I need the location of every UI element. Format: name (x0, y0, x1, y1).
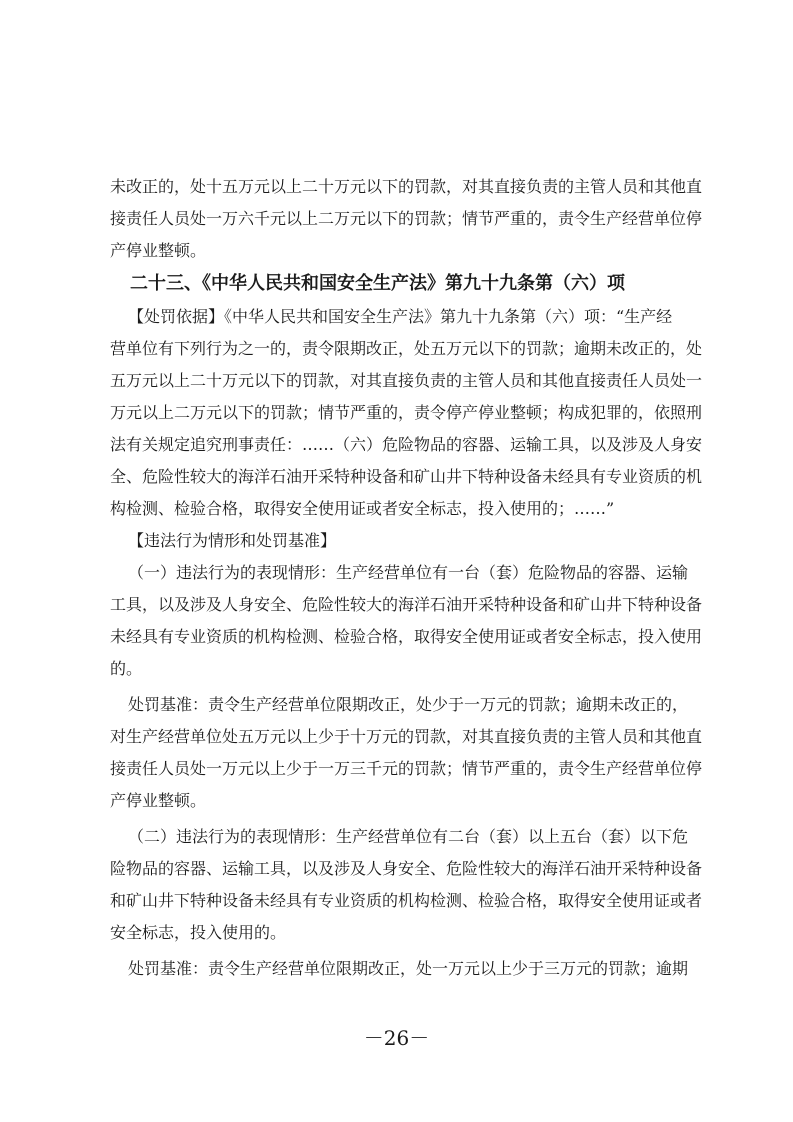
basis-line: 构检测、检验合格，取得安全使用证或者安全标志，投入使用的；……” (110, 499, 615, 518)
penalty2-line: 处罚基准：责令生产经营单位限期改正，处一万元以上少于三万元的罚款；逾期 (128, 959, 689, 978)
penalty1-line: 对生产经营单位处五万元以上少于十万元的罚款，对其直接负责的主管人员和其他直 (110, 727, 703, 746)
case1-line: 的。 (110, 659, 143, 678)
text-line: 未改正的，处十五万元以上二十万元以下的罚款，对其直接负责的主管人员和其他直 (110, 177, 703, 196)
case1-line: （一）违法行为的表现情形：生产经营单位有一台（套）危险物品的容器、运输 (128, 563, 689, 582)
case2-line: 安全标志，投入使用的。 (110, 923, 287, 942)
penalty1-line: 处罚基准：责令生产经营单位限期改正，处少于一万元的罚款；逾期未改正的， (128, 695, 689, 714)
case1-line: 工具，以及涉及人身安全、危险性较大的海洋石油开采特种设备和矿山井下特种设备 (110, 595, 703, 614)
basis-line: 营单位有下列行为之一的，责令限期改正，处五万元以下的罚款；逾期未改正的，处 (110, 339, 703, 358)
penalty1-line: 产停业整顿。 (110, 791, 207, 810)
page-number: －26－ (363, 1026, 430, 1050)
basis-line: 全、危险性较大的海洋石油开采特种设备和矿山井下特种设备未经具有专业资质的机 (110, 467, 703, 486)
body-text (110, 171, 703, 985)
case2-line: （二）违法行为的表现情形：生产经营单位有二台（套）以上五台（套）以下危 (128, 827, 689, 846)
basis-line: 【处罚依据】《中华人民共和国安全生产法》第九十九条第（六）项：“生产经 (128, 307, 673, 326)
section-heading: 二十三、《中华人民共和国安全生产法》第九十九条第（六）项 (130, 273, 625, 294)
penalty1-line: 接责任人员处一万元以上少于一万三千元的罚款；情节严重的，责令生产经营单位停 (110, 759, 703, 778)
case1-line: 未经具有专业资质的机构检测、检验合格，取得安全使用证或者安全标志，投入使用 (110, 627, 703, 646)
basis-line: 万元以上二万元以下的罚款；情节严重的，责令停产停业整顿；构成犯罪的，依照刑 (110, 403, 703, 422)
text-line: 接责任人员处一万六千元以上二万元以下的罚款；情节严重的，责令生产经营单位停 (110, 209, 703, 228)
case2-line: 险物品的容器、运输工具，以及涉及人身安全、危险性较大的海洋石油开采特种设备 (110, 859, 703, 878)
text-line: 产停业整顿。 (110, 241, 207, 260)
basis-line: 五万元以上二十万元以下的罚款，对其直接负责的主管人员和其他直接责任人员处一 (110, 371, 703, 390)
case2-line: 和矿山井下特种设备未经具有专业资质的机构检测、检验合格，取得安全使用证或者 (110, 891, 703, 910)
basis-line: 法有关规定追究刑事责任：……（六）危险物品的容器、运输工具，以及涉及人身安 (110, 435, 703, 454)
standard-heading: 【违法行为情形和处罚基准】 (128, 531, 337, 550)
